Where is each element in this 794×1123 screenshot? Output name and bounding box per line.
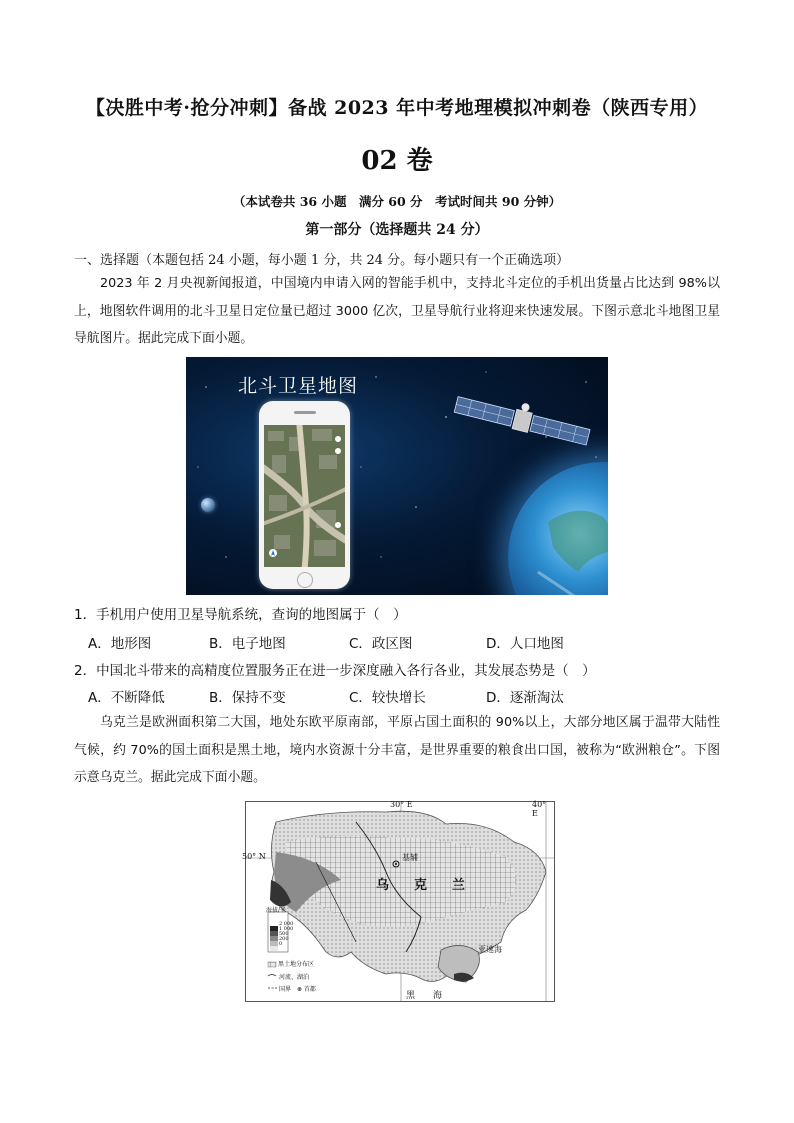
ukraine-map [242, 800, 555, 1002]
meridian-30e: 30° E [390, 800, 413, 809]
phone-satellite-map [264, 425, 345, 567]
legend-level: 0 [279, 941, 283, 947]
passage-ukraine: 乌克兰是欧洲面积第二大国，地处东欧平原南部，平原占国土面积的 90%以上，大部分地区属于温带大陆性气候，约 70%的国土面积是黑土地，境内水资源十分丰富，是世界重要的粮食出口国，被称为“欧洲粮仓”。下图示意乌克兰。据此完成下面小题。 [74, 715, 720, 785]
legend-rivers: 河流、湖泊 [279, 974, 310, 981]
q2-option-d[interactable]: D．逐渐淘汰 [486, 690, 564, 706]
exam-info: （本试卷共 36 小题 满分 60 分 考试时间共 90 分钟） [232, 194, 562, 209]
legend-black-soil: 黑土地分布区 [278, 961, 315, 968]
q1-option-d[interactable]: D．人口地图 [486, 636, 564, 652]
legend-border-capital: 国界 ⊛ 首都 [279, 986, 316, 993]
phone-home-button [297, 572, 313, 588]
capital-label: 基辅 [402, 853, 418, 862]
legend-level: 500 [279, 931, 289, 937]
beidou-map-figure [186, 357, 608, 595]
q2-option-b[interactable]: B．保持不变 [209, 690, 286, 706]
legend-level: 200 [279, 936, 289, 942]
figure-title: 北斗卫星地图 [238, 375, 359, 397]
phone-speaker [294, 411, 316, 414]
meridian-40e: 40° E [532, 800, 547, 818]
section-heading: 一、选择题（本题包括 24 小题，每小题 1 分，共 24 分。每小题只有一个正确选项） [74, 253, 570, 268]
satellite-map-image [264, 425, 345, 567]
question-2-stem: 2．中国北斗带来的高精度位置服务正在进一步深度融入各行各业，其发展态势是（ ） [74, 663, 596, 679]
q1-option-c[interactable]: C．政区图 [349, 636, 413, 652]
smartphone [259, 401, 350, 589]
small-planet [201, 498, 215, 512]
legend-title: 海拔/米 [266, 907, 287, 914]
satellite-icon [454, 387, 593, 447]
country-label: 乌 克 兰 [376, 878, 472, 893]
passage-beidou: 2023 年 2 月央视新闻报道，中国境内申请入网的智能手机中，支持北斗定位的手机出货量占比达到 98%以上，地图软件调用的北斗卫星日定位量已超过 3000 亿次，卫星导航行业将迎来快速发展。下图示意北斗地图卫星导航图片。据此完成下面小题。 [74, 276, 720, 346]
earth-land [508, 462, 608, 595]
q2-option-a[interactable]: A．不断降低 [88, 690, 165, 706]
legend-levels [279, 922, 293, 947]
q1-option-a[interactable]: A．地形图 [88, 636, 152, 652]
azov-sea-label: 亚速海 [478, 945, 502, 954]
volume-number: 02 卷 [361, 146, 433, 176]
legend-level: 2 000 [279, 921, 294, 927]
exam-title: 【决胜中考·抢分冲刺】备战 2023 年中考地理模拟冲刺卷（陕西专用） [85, 97, 709, 119]
part-heading: 第一部分（选择题共 24 分） [305, 222, 489, 238]
parallel-50n: 50° N [242, 852, 266, 861]
legend-level: 1 000 [279, 926, 294, 932]
question-1-stem: 1．手机用户使用卫星导航系统，查询的地图属于（ ） [74, 607, 407, 623]
q1-option-b[interactable]: B．电子地图 [209, 636, 286, 652]
black-sea-label: 黑 海 [406, 991, 443, 1001]
earth-globe [508, 462, 608, 595]
q2-option-c[interactable]: C．较快增长 [349, 690, 426, 706]
